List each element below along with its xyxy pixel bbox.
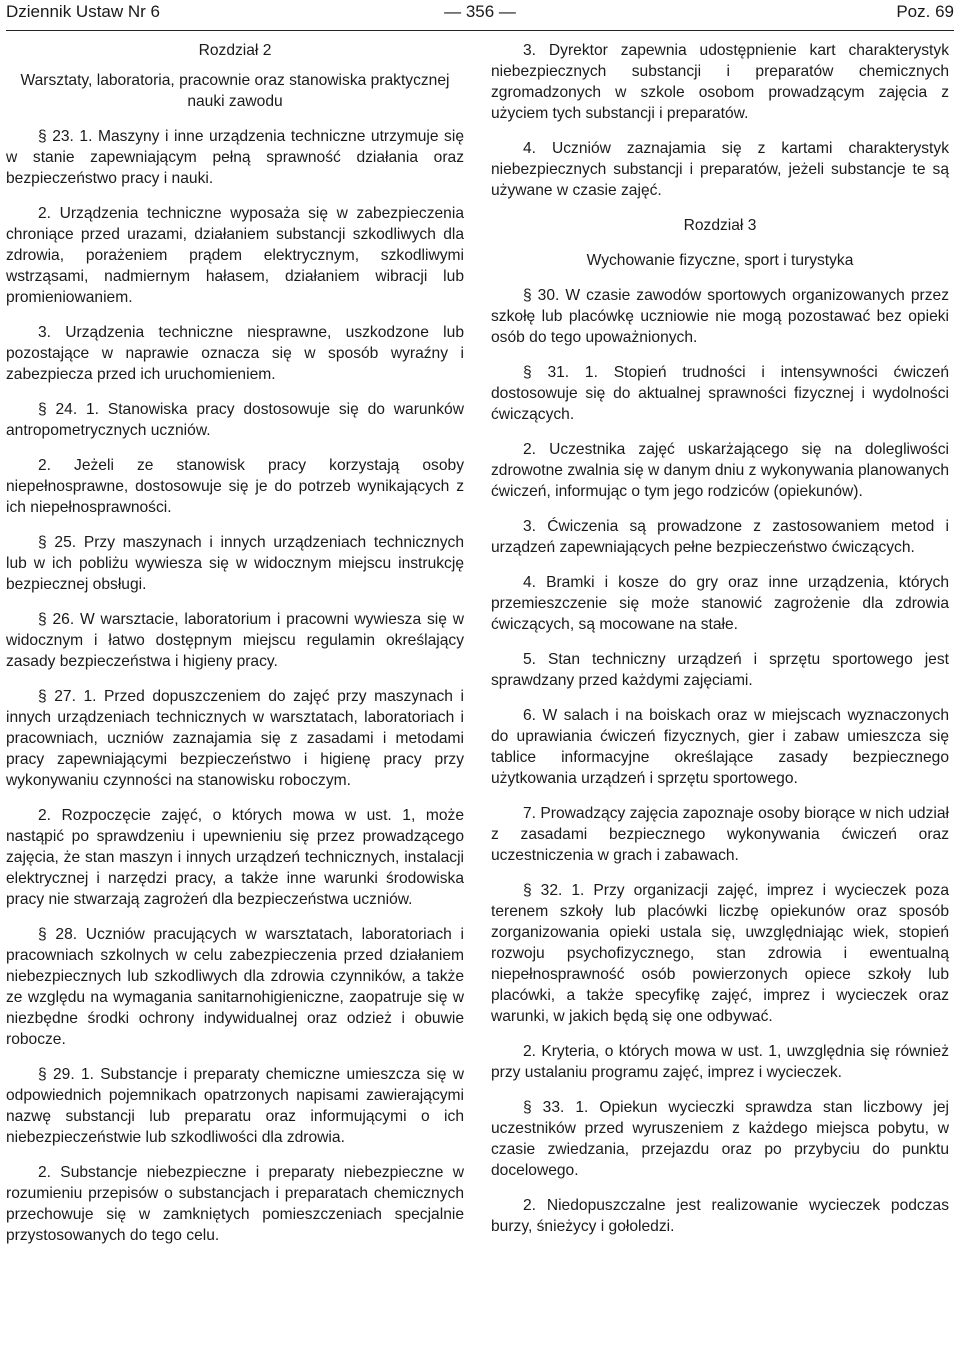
paragraph: 2. Substancje niebezpieczne i preparaty niebezpieczne w rozumieniu przepisów o substancjach i preparatach chemicznych przechowuje się w zamkniętych pomieszczeniach specjalnie przystosowanych do tego celu. bbox=[6, 1164, 464, 1244]
paragraph: 2. Uczestnika zajęć uskarżającego się na dolegliwości zdrowotne zwalnia się w danym dniu z wykonywania planowanych ćwiczeń, informując o tym jego rodziców (opiekunów). bbox=[491, 441, 949, 500]
page-number: — 356 — bbox=[444, 2, 516, 21]
paragraph: § 25. Przy maszynach i innych urządzeniach technicznych lub w ich pobliżu wywiesza się w widocznym miejscu instrukcję bezpiecznej obsługi. bbox=[6, 534, 464, 593]
paragraph: § 29. 1. Substancje i preparaty chemiczne umieszcza się w odpowiednich pojemnikach opatrzonych napisami zawierającymi nazwę substancji lub preparatu oraz informującymi o ich niebezpieczeństwie lub szkodliwości dla zdrowia. bbox=[6, 1066, 464, 1146]
paragraph: 4. Uczniów zaznajamia się z kartami charakterystyk niebezpiecznych substancji i preparatów, jeżeli substancje te są używane w czasie zajęć. bbox=[491, 140, 949, 199]
paragraph: § 28. Uczniów pracujących w warsztatach, laboratoriach i pracowniach szkolnych w celu zabezpieczenia przed działaniem niebezpiecznych lub szkodliwych dla zdrowia czynników, a także ze względu na wymagania sanitarnohigieniczne, zaopatruje się w niezbędne środki ochrony indywidualnej oraz odzież i obuwie robocze. bbox=[6, 926, 464, 1048]
paragraph: § 24. 1. Stanowiska pracy dostosowuje się do warunków antropometrycznych uczniów. bbox=[6, 401, 464, 439]
paragraph: 6. W salach i na boiskach oraz w miejscach wyznaczonych do uprawiania ćwiczeń fizycznych, gier i zabaw umieszcza się tablice informacyjne określające zasady bezpiecznego użytkowania urządzeń i sprzętu sportowego. bbox=[491, 707, 949, 787]
paragraph: 2. Niedopuszczalne jest realizowanie wycieczek podczas burzy, śnieżycy i gołoledzi. bbox=[491, 1197, 949, 1235]
page-header bbox=[6, 0, 954, 31]
paragraph: § 26. W warsztacie, laboratorium i pracowni wywiesza się w widocznym i łatwo dostępnym miejscu regulamin określający zasady bezpieczeństwa i higieny pracy. bbox=[6, 611, 464, 670]
position-number: Poz. 69 bbox=[896, 2, 954, 21]
chapter-label: Rozdział 3 bbox=[683, 217, 757, 234]
paragraph: § 33. 1. Opiekun wycieczki sprawdza stan liczbowy jej uczestników przed wyruszeniem z każdego miejsca pobytu, w czasie zwiedzania, przejazdu oraz po przybyciu do punktu docelowego. bbox=[491, 1099, 949, 1179]
paragraph: 3. Urządzenia techniczne niesprawne, uszkodzone lub pozostające w naprawie oznacza się w sposób wyraźny i zabezpiecza przed ich uruchomieniem. bbox=[6, 324, 464, 383]
paragraph: § 32. 1. Przy organizacji zajęć, imprez i wycieczek poza terenem szkoły lub placówki liczbę opiekunów oraz sposób zorganizowania opieki ustala się, uwzględniając wiek, stopień rozwoju psychofizycznego, stan zdrowia i ewentualną niepełnosprawność osób powierzonych opiece szkoły lub placówki, a także specyfikę zajęć, imprez i wycieczek oraz warunki, w jakich będą się one odbywać. bbox=[491, 882, 949, 1025]
paragraph: § 31. 1. Stopień trudności i intensywności ćwiczeń dostosowuje się do aktualnej sprawności fizycznej i wydolności ćwiczących. bbox=[491, 364, 949, 423]
journal-title: Dziennik Ustaw Nr 6 bbox=[6, 2, 160, 21]
paragraph: 3. Ćwiczenia są prowadzone z zastosowaniem metod i urządzeń zapewniających pełne bezpieczeństwo ćwiczących. bbox=[491, 518, 949, 556]
paragraph: § 27. 1. Przed dopuszczeniem do zajęć przy maszynach i innych urządzeniach technicznych w warsztatach, laboratoriach i pracowniach, uczniów zaznajamia się z zasadami i metodami pracy zapewniającymi bezpieczeństwo i higienę pracy przy wykonywaniu czynności na stanowisku roboczym. bbox=[6, 688, 464, 789]
chapter-label: Rozdział 2 bbox=[198, 42, 272, 59]
right-column bbox=[491, 40, 949, 1251]
paragraph: 2. Rozpoczęcie zajęć, o których mowa w ust. 1, może nastąpić po sprawdzeniu i upewnieniu się przez prowadzącego zajęcia, że stan maszyn i innych urządzeń technicznych, instalacji elektrycznej i narzędzi pracy, a także inne warunki środowiska pracy nie stwarzają zagrożeń dla bezpieczeństwa uczniów. bbox=[6, 807, 464, 908]
paragraph: § 30. W czasie zawodów sportowych organizowanych przez szkołę lub placówkę uczniowie nie mogą pozostawać bez opieki osób do tego upoważnionych. bbox=[491, 287, 949, 346]
paragraph: 5. Stan techniczny urządzeń i sprzętu sportowego jest sprawdzany przed każdymi zajęciami. bbox=[491, 651, 949, 689]
paragraph: 4. Bramki i kosze do gry oraz inne urządzenia, których przemieszczenie się może stanowić zagrożenie dla zdrowia ćwiczących, są mocowane na stałe. bbox=[491, 574, 949, 633]
paragraph: 7. Prowadzący zajęcia zapoznaje osoby biorące w nich udział z zasadami bezpiecznego wykonywania ćwiczeń oraz uczestniczenia w grach i zabawach. bbox=[491, 805, 949, 864]
paragraph: 3. Dyrektor zapewnia udostępnienie kart charakterystyk niebezpiecznych substancji i preparatów chemicznych zgromadzonych w szkole osobom prowadzącym zajęcia z użyciem tych substancji i preparatów. bbox=[491, 42, 949, 122]
paragraph: § 23. 1. Maszyny i inne urządzenia techniczne utrzymuje się w stanie zapewniającym pełną sprawność działania oraz bezpieczeństwo pracy i nauki. bbox=[6, 128, 464, 187]
chapter-title: Warsztaty, laboratoria, pracownie oraz stanowiska praktycznej nauki zawodu bbox=[20, 72, 450, 110]
paragraph: 2. Kryteria, o których mowa w ust. 1, uwzględnia się również przy ustalaniu programu zajęć, imprez i wycieczek. bbox=[491, 1043, 949, 1081]
paragraph: 2. Urządzenia techniczne wyposaża się w zabezpieczenia chroniące przed urazami, działaniem substancji szkodliwych dla zdrowia, porażeniem prądem elektrycznym, szkodliwymi wstrząsami, nadmiernym hałasem, działaniem wibracji lub promieniowaniem. bbox=[6, 205, 464, 306]
chapter-title: Wychowanie fizyczne, sport i turystyka bbox=[586, 252, 854, 269]
left-column bbox=[6, 40, 464, 1260]
paragraph: 2. Jeżeli ze stanowisk pracy korzystają osoby niepełnosprawne, dostosowuje się je do potrzeb wynikających z ich niepełnosprawności. bbox=[6, 457, 464, 516]
